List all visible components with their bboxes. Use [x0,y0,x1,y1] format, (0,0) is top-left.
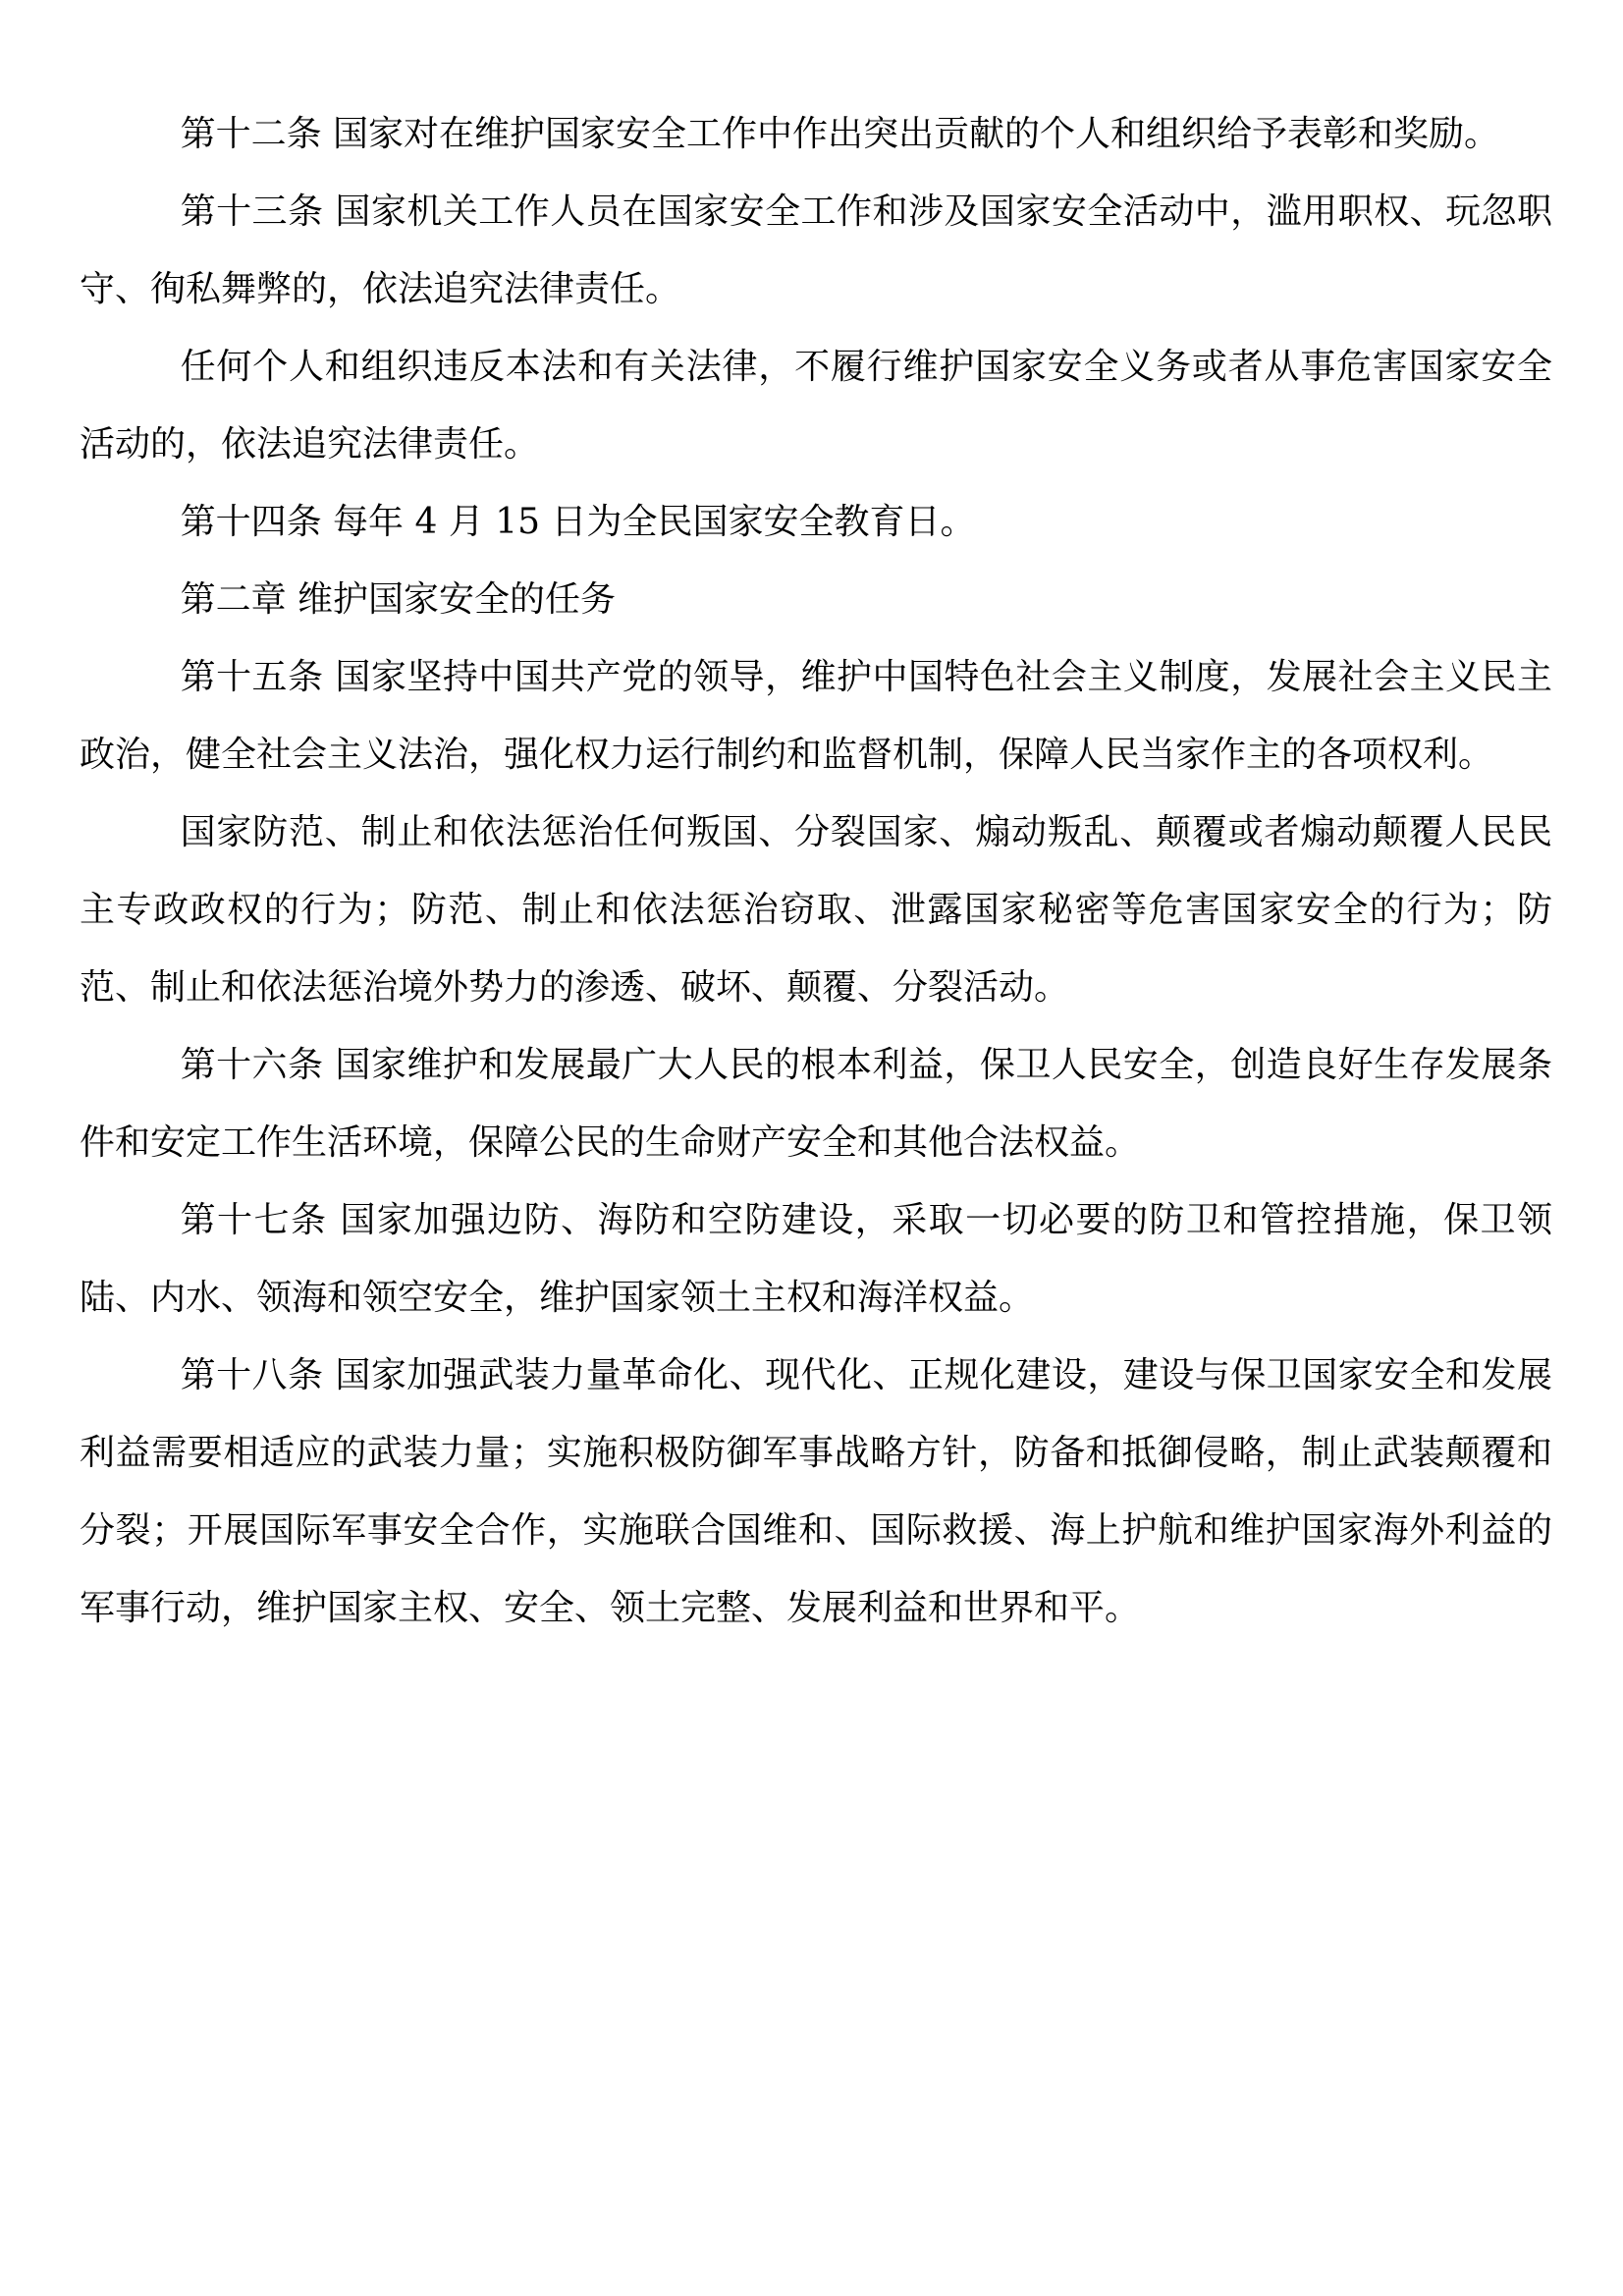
article-16-paragraph: 第十六条 国家维护和发展最广大人民的根本利益，保卫人民安全，创造良好生存发展条件和安定工作生活环境，保障公民的生命财产安全和其他合法权益。 [80,1045,1552,1163]
article-13-paragraph: 第十三条 国家机关工作人员在国家安全工作和涉及国家安全活动中，滥用职权、玩忽职守、徇私舞弊的，依法追究法律责任。 [80,191,1552,309]
article-12-paragraph: 第十二条 国家对在维护国家安全工作中作出突出贡献的个人和组织给予表彰和奖励。 [180,114,1500,154]
chapter-2-heading: 第二章 维护国家安全的任务 [180,579,617,620]
article-13-second-paragraph: 任何个人和组织违反本法和有关法律，不履行维护国家安全义务或者从事危害国家安全活动的，依法追究法律责任。 [80,347,1552,465]
article-17-paragraph: 第十七条 国家加强边防、海防和空防建设，采取一切必要的防卫和管控措施，保卫领陆、内水、领海和领空安全，维护国家领土主权和海洋权益。 [80,1200,1552,1318]
article-14-paragraph: 第十四条 每年 4 月 15 日为全民国家安全教育日。 [180,502,976,542]
document-body [80,95,1552,1647]
article-15-second-paragraph: 国家防范、制止和依法惩治任何叛国、分裂国家、煽动叛乱、颠覆或者煽动颠覆人民民主专政政权的行为；防范、制止和依法惩治窃取、泄露国家秘密等危害国家安全的行为；防范、制止和依法惩治境外势力的渗透、破坏、颠覆、分裂活动。 [80,812,1552,1008]
article-15-paragraph: 第十五条 国家坚持中国共产党的领导，维护中国特色社会主义制度，发展社会主义民主政治，健全社会主义法治，强化权力运行制约和监督机制，保障人民当家作主的各项权利。 [80,657,1552,775]
article-18-paragraph: 第十八条 国家加强武装力量革命化、现代化、正规化建设，建设与保卫国家安全和发展利益需要相适应的武装力量；实施积极防御军事战略方针，防备和抵御侵略，制止武装颠覆和分裂；开展国际军事安全合作，实施联合国维和、国际救援、海上护航和维护国家海外利益的军事行动，维护国家主权、安全、领土完整、发展利益和世界和平。 [80,1355,1552,1628]
